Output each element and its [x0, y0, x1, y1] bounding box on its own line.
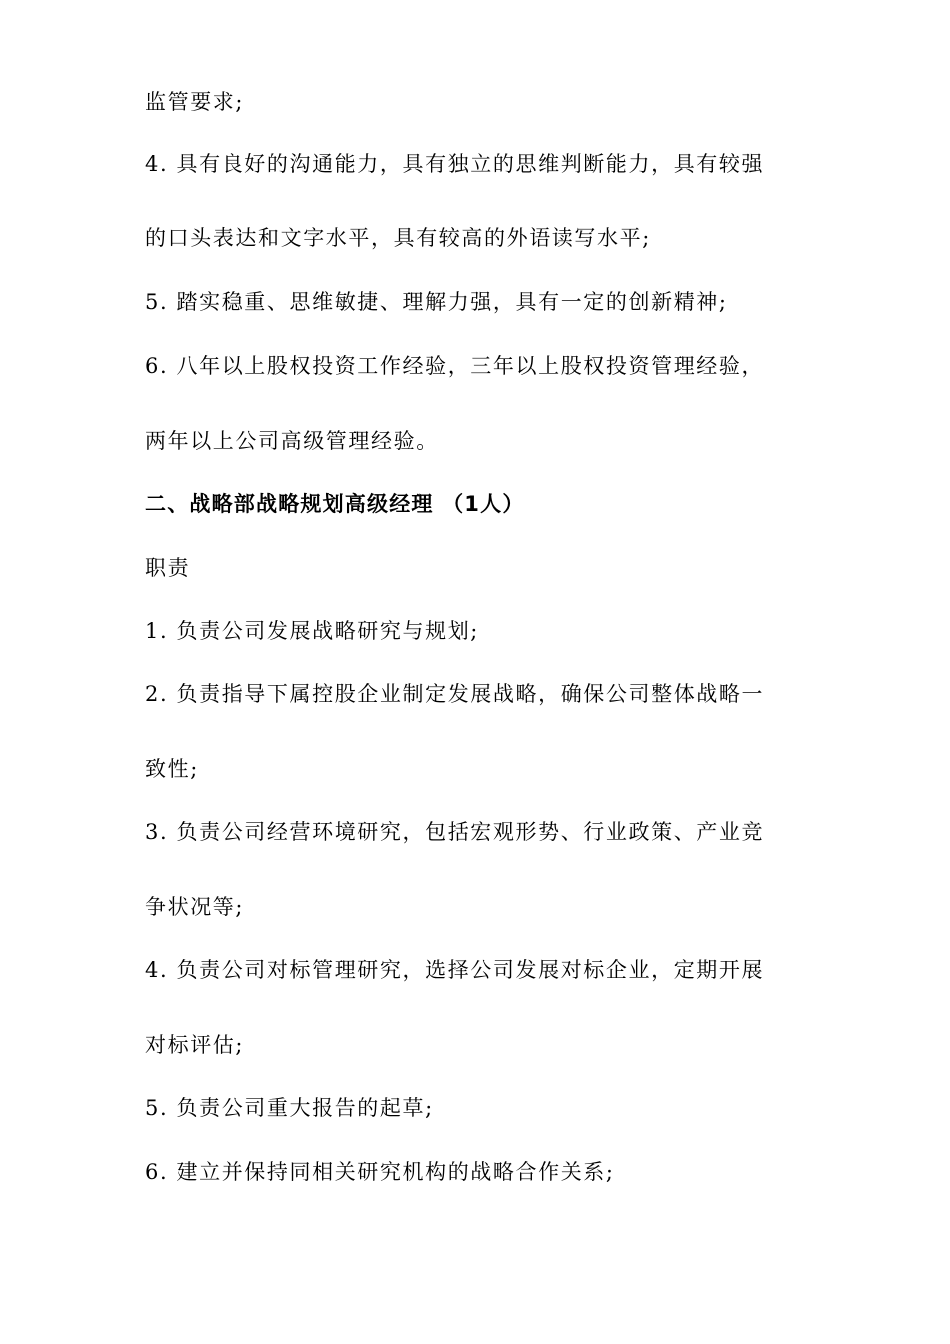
section-heading-strategy-manager: 二、战略部战略规划高级经理 （1人）	[145, 492, 525, 516]
text-line-item-6-continued: 两年以上公司高级管理经验。	[145, 429, 439, 453]
text-line-item-6-experience: 6. 八年以上股权投资工作经验，三年以上股权投资管理经验，	[145, 354, 765, 378]
text-line-regulatory-requirements: 监管要求;	[145, 90, 245, 114]
text-line-duty-4-continued: 对标评估;	[145, 1033, 245, 1057]
text-line-duty-6: 6. 建立并保持同相关研究机构的战略合作关系;	[145, 1160, 615, 1184]
text-line-duty-2-continued: 致性;	[145, 757, 199, 781]
text-line-duty-2: 2. 负责指导下属控股企业制定发展战略，确保公司整体战略一	[145, 682, 765, 706]
text-line-item-4-continued: 的口头表达和文字水平，具有较高的外语读写水平;	[145, 226, 651, 250]
text-line-item-4-communication: 4. 具有良好的沟通能力，具有独立的思维判断能力，具有较强	[145, 152, 765, 176]
text-line-duty-4: 4. 负责公司对标管理研究，选择公司发展对标企业，定期开展	[145, 958, 765, 982]
subheading-responsibilities: 职责	[145, 556, 191, 580]
text-line-duty-5: 5. 负责公司重大报告的起草;	[145, 1096, 434, 1120]
text-line-duty-1: 1. 负责公司发展战略研究与规划;	[145, 619, 479, 643]
text-line-duty-3-continued: 争状况等;	[145, 895, 245, 919]
text-line-duty-3: 3. 负责公司经营环境研究，包括宏观形势、行业政策、产业竞	[145, 820, 765, 844]
text-line-item-5-character: 5. 踏实稳重、思维敏捷、理解力强，具有一定的创新精神;	[145, 290, 728, 314]
